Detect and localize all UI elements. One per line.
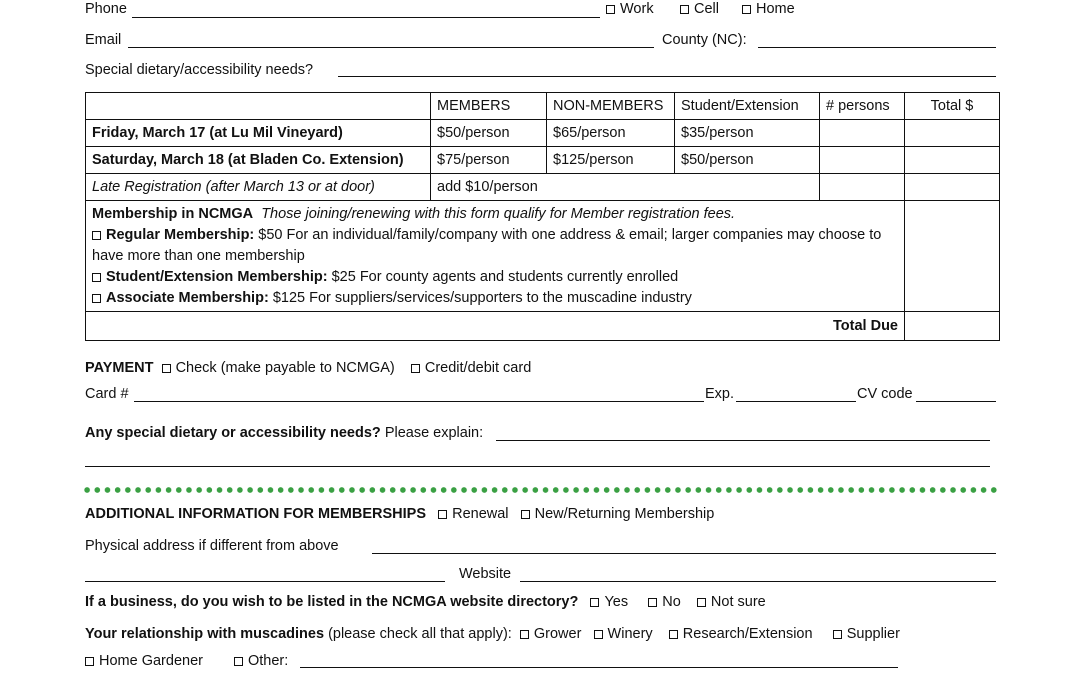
dotted-divider — [82, 486, 1000, 494]
checkbox-icon[interactable] — [680, 5, 689, 14]
table-header-cell: # persons — [820, 93, 905, 120]
special-needs-label: Special dietary/accessibility needs? — [85, 62, 314, 78]
checkbox-icon[interactable] — [521, 510, 530, 519]
relationship-option-research[interactable]: Research/Extension — [669, 626, 813, 642]
cv-code-field[interactable] — [916, 401, 996, 402]
checkbox-icon[interactable] — [590, 598, 599, 607]
additional-info-title: ADDITIONAL INFORMATION FOR MEMBERSHIPS — [85, 506, 427, 522]
relationship-option-supplier[interactable]: Supplier — [833, 626, 900, 642]
membership-total-input[interactable] — [905, 201, 1000, 312]
total-due-row — [86, 312, 1000, 341]
payment-label: PAYMENT — [85, 360, 154, 376]
relationship-option-grower[interactable]: Grower — [520, 626, 582, 642]
website-field[interactable] — [520, 581, 996, 582]
table-header-cell: Student/Extension — [675, 93, 820, 120]
physical-address-label: Physical address if different from above — [85, 538, 339, 554]
payment-option-card[interactable]: Credit/debit card — [411, 360, 531, 376]
needs-field[interactable] — [496, 440, 990, 441]
members-fee: $75/person — [431, 147, 547, 174]
directory-option-no[interactable]: No — [648, 594, 681, 610]
non-members-fee: $125/person — [547, 147, 675, 174]
email-field[interactable] — [128, 47, 654, 48]
table-row — [86, 174, 1000, 201]
website-label: Website — [459, 566, 512, 582]
physical-address-field-line-2[interactable] — [85, 581, 445, 582]
table-row — [86, 120, 1000, 147]
checkbox-icon[interactable] — [520, 630, 529, 639]
checkbox-icon[interactable] — [697, 598, 706, 607]
membership-option-student[interactable]: Student/Extension Membership: $25 For county agents and students currently enrolled — [92, 267, 898, 288]
fees-table — [85, 92, 1000, 341]
payment-row — [85, 360, 531, 376]
table-header-cell: MEMBERS — [431, 93, 547, 120]
table-header-cell: Total $ — [905, 93, 1000, 120]
new-membership-option[interactable]: New/Returning Membership — [521, 506, 715, 522]
additional-info-row — [85, 506, 714, 522]
checkbox-icon[interactable] — [162, 364, 171, 373]
non-members-fee: $65/person — [547, 120, 675, 147]
phone-field[interactable] — [132, 17, 600, 18]
county-label: County (NC): — [662, 32, 747, 48]
checkbox-icon[interactable] — [85, 657, 94, 666]
county-field[interactable] — [758, 47, 996, 48]
table-row — [86, 147, 1000, 174]
checkbox-icon[interactable] — [833, 630, 842, 639]
relationship-row: Your relationship with muscadines (please check all that apply): Grower Winery Research/Extension Supplier — [85, 626, 900, 642]
event-name: Friday, March 17 (at Lu Mil Vineyard) — [86, 120, 431, 147]
phone-option-work[interactable]: Work — [606, 1, 654, 17]
table-header-row — [86, 93, 1000, 120]
total-input[interactable] — [905, 147, 1000, 174]
email-label: Email — [85, 32, 122, 48]
checkbox-icon[interactable] — [742, 5, 751, 14]
directory-question: If a business, do you wish to be listed in the NCMGA website directory? — [85, 594, 579, 610]
membership-section — [86, 201, 905, 312]
membership-row — [86, 201, 1000, 312]
phone-option-home[interactable]: Home — [742, 1, 795, 17]
checkbox-icon[interactable] — [92, 273, 101, 282]
relationship-label: Your relationship with muscadines — [85, 626, 325, 642]
event-name: Saturday, March 18 (at Bladen Co. Extension) — [86, 147, 431, 174]
needs-question: Any special dietary or accessibility needs? Please explain: — [85, 425, 484, 441]
persons-input[interactable] — [820, 120, 905, 147]
physical-address-field[interactable] — [372, 553, 996, 554]
relationship-option-other[interactable]: Other: — [234, 653, 288, 669]
student-fee: $35/person — [675, 120, 820, 147]
exp-label: Exp. — [705, 386, 735, 402]
membership-option-regular[interactable]: Regular Membership: $50 For an individual/family/company with one address & email; larger companies may choose to have more than one membership — [92, 227, 882, 264]
membership-note: Those joining/renewing with this form qualify for Member registration fees. — [261, 206, 736, 222]
relationship-option-winery[interactable]: Winery — [594, 626, 653, 642]
checkbox-icon[interactable] — [648, 598, 657, 607]
checkbox-icon[interactable] — [92, 231, 101, 240]
other-relationship-field[interactable] — [300, 667, 898, 668]
checkbox-icon[interactable] — [92, 294, 101, 303]
late-registration-label: Late Registration (after March 13 or at door) — [86, 174, 431, 201]
late-fee: add $10/person — [431, 174, 820, 201]
total-input[interactable] — [905, 120, 1000, 147]
checkbox-icon[interactable] — [606, 5, 615, 14]
checkbox-icon[interactable] — [234, 657, 243, 666]
checkbox-icon[interactable] — [669, 630, 678, 639]
relationship-option-home-gardener[interactable]: Home Gardener — [85, 653, 203, 669]
total-due-input[interactable] — [905, 312, 1000, 341]
total-input[interactable] — [905, 174, 1000, 201]
membership-option-associate[interactable]: Associate Membership: $125 For suppliers/services/supporters to the muscadine industry — [92, 288, 898, 309]
payment-option-check[interactable]: Check (make payable to NCMGA) — [162, 360, 395, 376]
persons-input[interactable] — [820, 174, 905, 201]
members-fee: $50/person — [431, 120, 547, 147]
phone-option-cell[interactable]: Cell — [680, 1, 719, 17]
special-needs-field[interactable] — [338, 76, 996, 77]
needs-field-line-2[interactable] — [85, 466, 990, 467]
checkbox-icon[interactable] — [411, 364, 420, 373]
renewal-option[interactable]: Renewal — [438, 506, 508, 522]
table-header-cell: NON-MEMBERS — [547, 93, 675, 120]
phone-label: Phone — [85, 1, 127, 17]
exp-field[interactable] — [736, 401, 856, 402]
table-header-cell — [86, 93, 431, 120]
total-due-label: Total Due — [86, 312, 905, 341]
checkbox-icon[interactable] — [594, 630, 603, 639]
directory-option-not-sure[interactable]: Not sure — [697, 594, 766, 610]
student-fee: $50/person — [675, 147, 820, 174]
directory-row — [85, 594, 766, 610]
directory-option-yes[interactable]: Yes — [590, 594, 628, 610]
cv-code-label: CV code — [857, 386, 913, 402]
membership-title: Membership in NCMGA — [92, 206, 254, 222]
persons-input[interactable] — [820, 147, 905, 174]
card-number-field[interactable] — [134, 401, 704, 402]
card-number-label: Card # — [85, 386, 129, 402]
checkbox-icon[interactable] — [438, 510, 447, 519]
